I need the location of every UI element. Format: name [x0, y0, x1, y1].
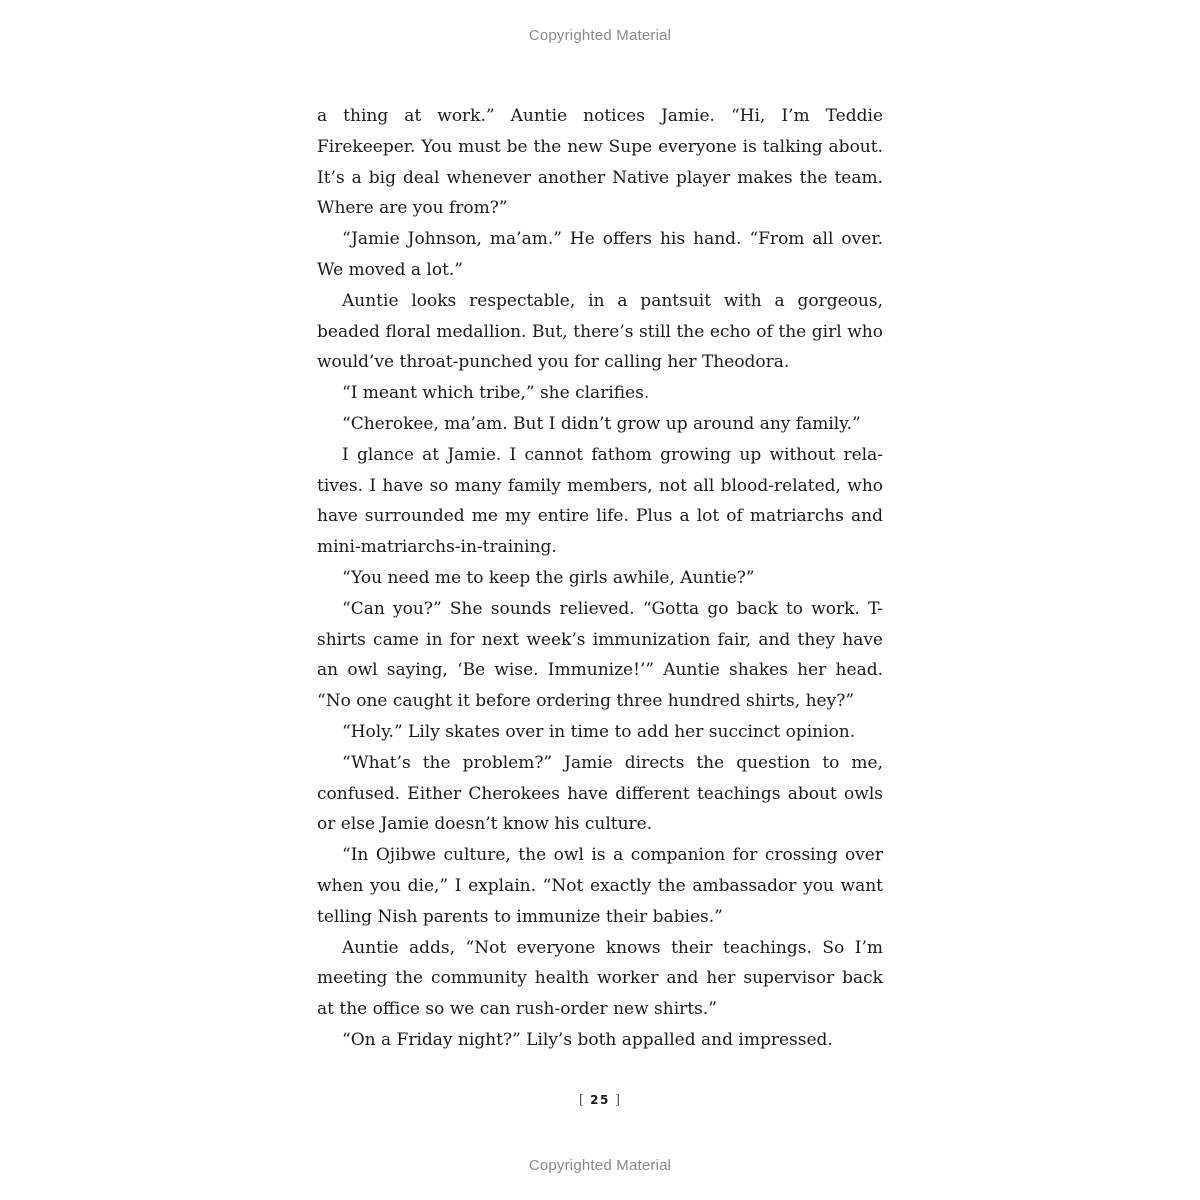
paragraph-9: “Holy.” Lily skates over in time to add her succinct opinion.	[342, 721, 856, 742]
paragraph-13: “On a Friday night?” Lily’s both appalled and impressed.	[342, 1029, 833, 1050]
folio-left-bracket: [	[578, 1093, 585, 1108]
paragraph-4: “I meant which tribe,” she clarifies.	[342, 383, 650, 404]
folio-right-bracket: ]	[614, 1093, 622, 1108]
paragraph-7: “You need me to keep the girls awhile, Auntie?”	[342, 567, 755, 588]
page-number	[0, 1093, 1200, 1108]
paragraph-11: “In Ojibwe culture, the owl is a companion for crossing over when you die,” I explain. “Not exactly the ambassador you want telling Nish parents to immunize their babies.”	[317, 845, 883, 927]
folio-number: 25	[590, 1093, 610, 1107]
paragraph-5: “Cherokee, ma’am. But I didn’t grow up around any family.”	[342, 413, 861, 434]
paragraph-1: a thing at work.” Auntie notices Jamie. “Hi, I’m Teddie Firekeeper. You must be the new Supe everyone is talking about. It’s a big deal whenever another Native player makes the team. Where are you from?”	[317, 106, 883, 219]
watermark-bottom: Copyrighted Material	[528, 1157, 672, 1174]
paragraph-3: Auntie looks respectable, in a pantsuit with a gorgeous, beaded floral medallion. But, there’s still the echo of the girl who would’ve throat-punched you for calling her Theodora.	[317, 290, 883, 373]
paragraph-10: “What’s the problem?” Jamie directs the question to me, confused. Either Cherokees have different teachings about owls or else Jamie doesn’t know his culture.	[317, 752, 883, 835]
paragraph-2: “Jamie Johnson, ma’am.” He offers his hand. “From all over. We moved a lot.”	[317, 229, 883, 280]
paragraph-12: Auntie adds, “Not everyone knows their teachings. So I’m meeting the community health worker and her supervisor back at the office so we can rush-order new shirts.”	[317, 937, 883, 1020]
paragraph-6: I glance at Jamie. I cannot fathom growing up without relatives. I have so many family members, not all blood-related, who have surrounded me my entire life. Plus a lot of matriarchs and mini-matriarchs-in-training.	[317, 444, 883, 558]
paragraph-8: “Can you?” She sounds relieved. “Gotta go back to work. T-shirts came in for next week’s immunization fair, and they have an owl saying, ‘Be wise. Immunize!’” Auntie shakes her head. “No one caught it before ordering three hundred shirts, hey?”	[317, 598, 883, 712]
page-body-text	[317, 101, 883, 1056]
watermark-top: Copyrighted Material	[528, 27, 672, 44]
